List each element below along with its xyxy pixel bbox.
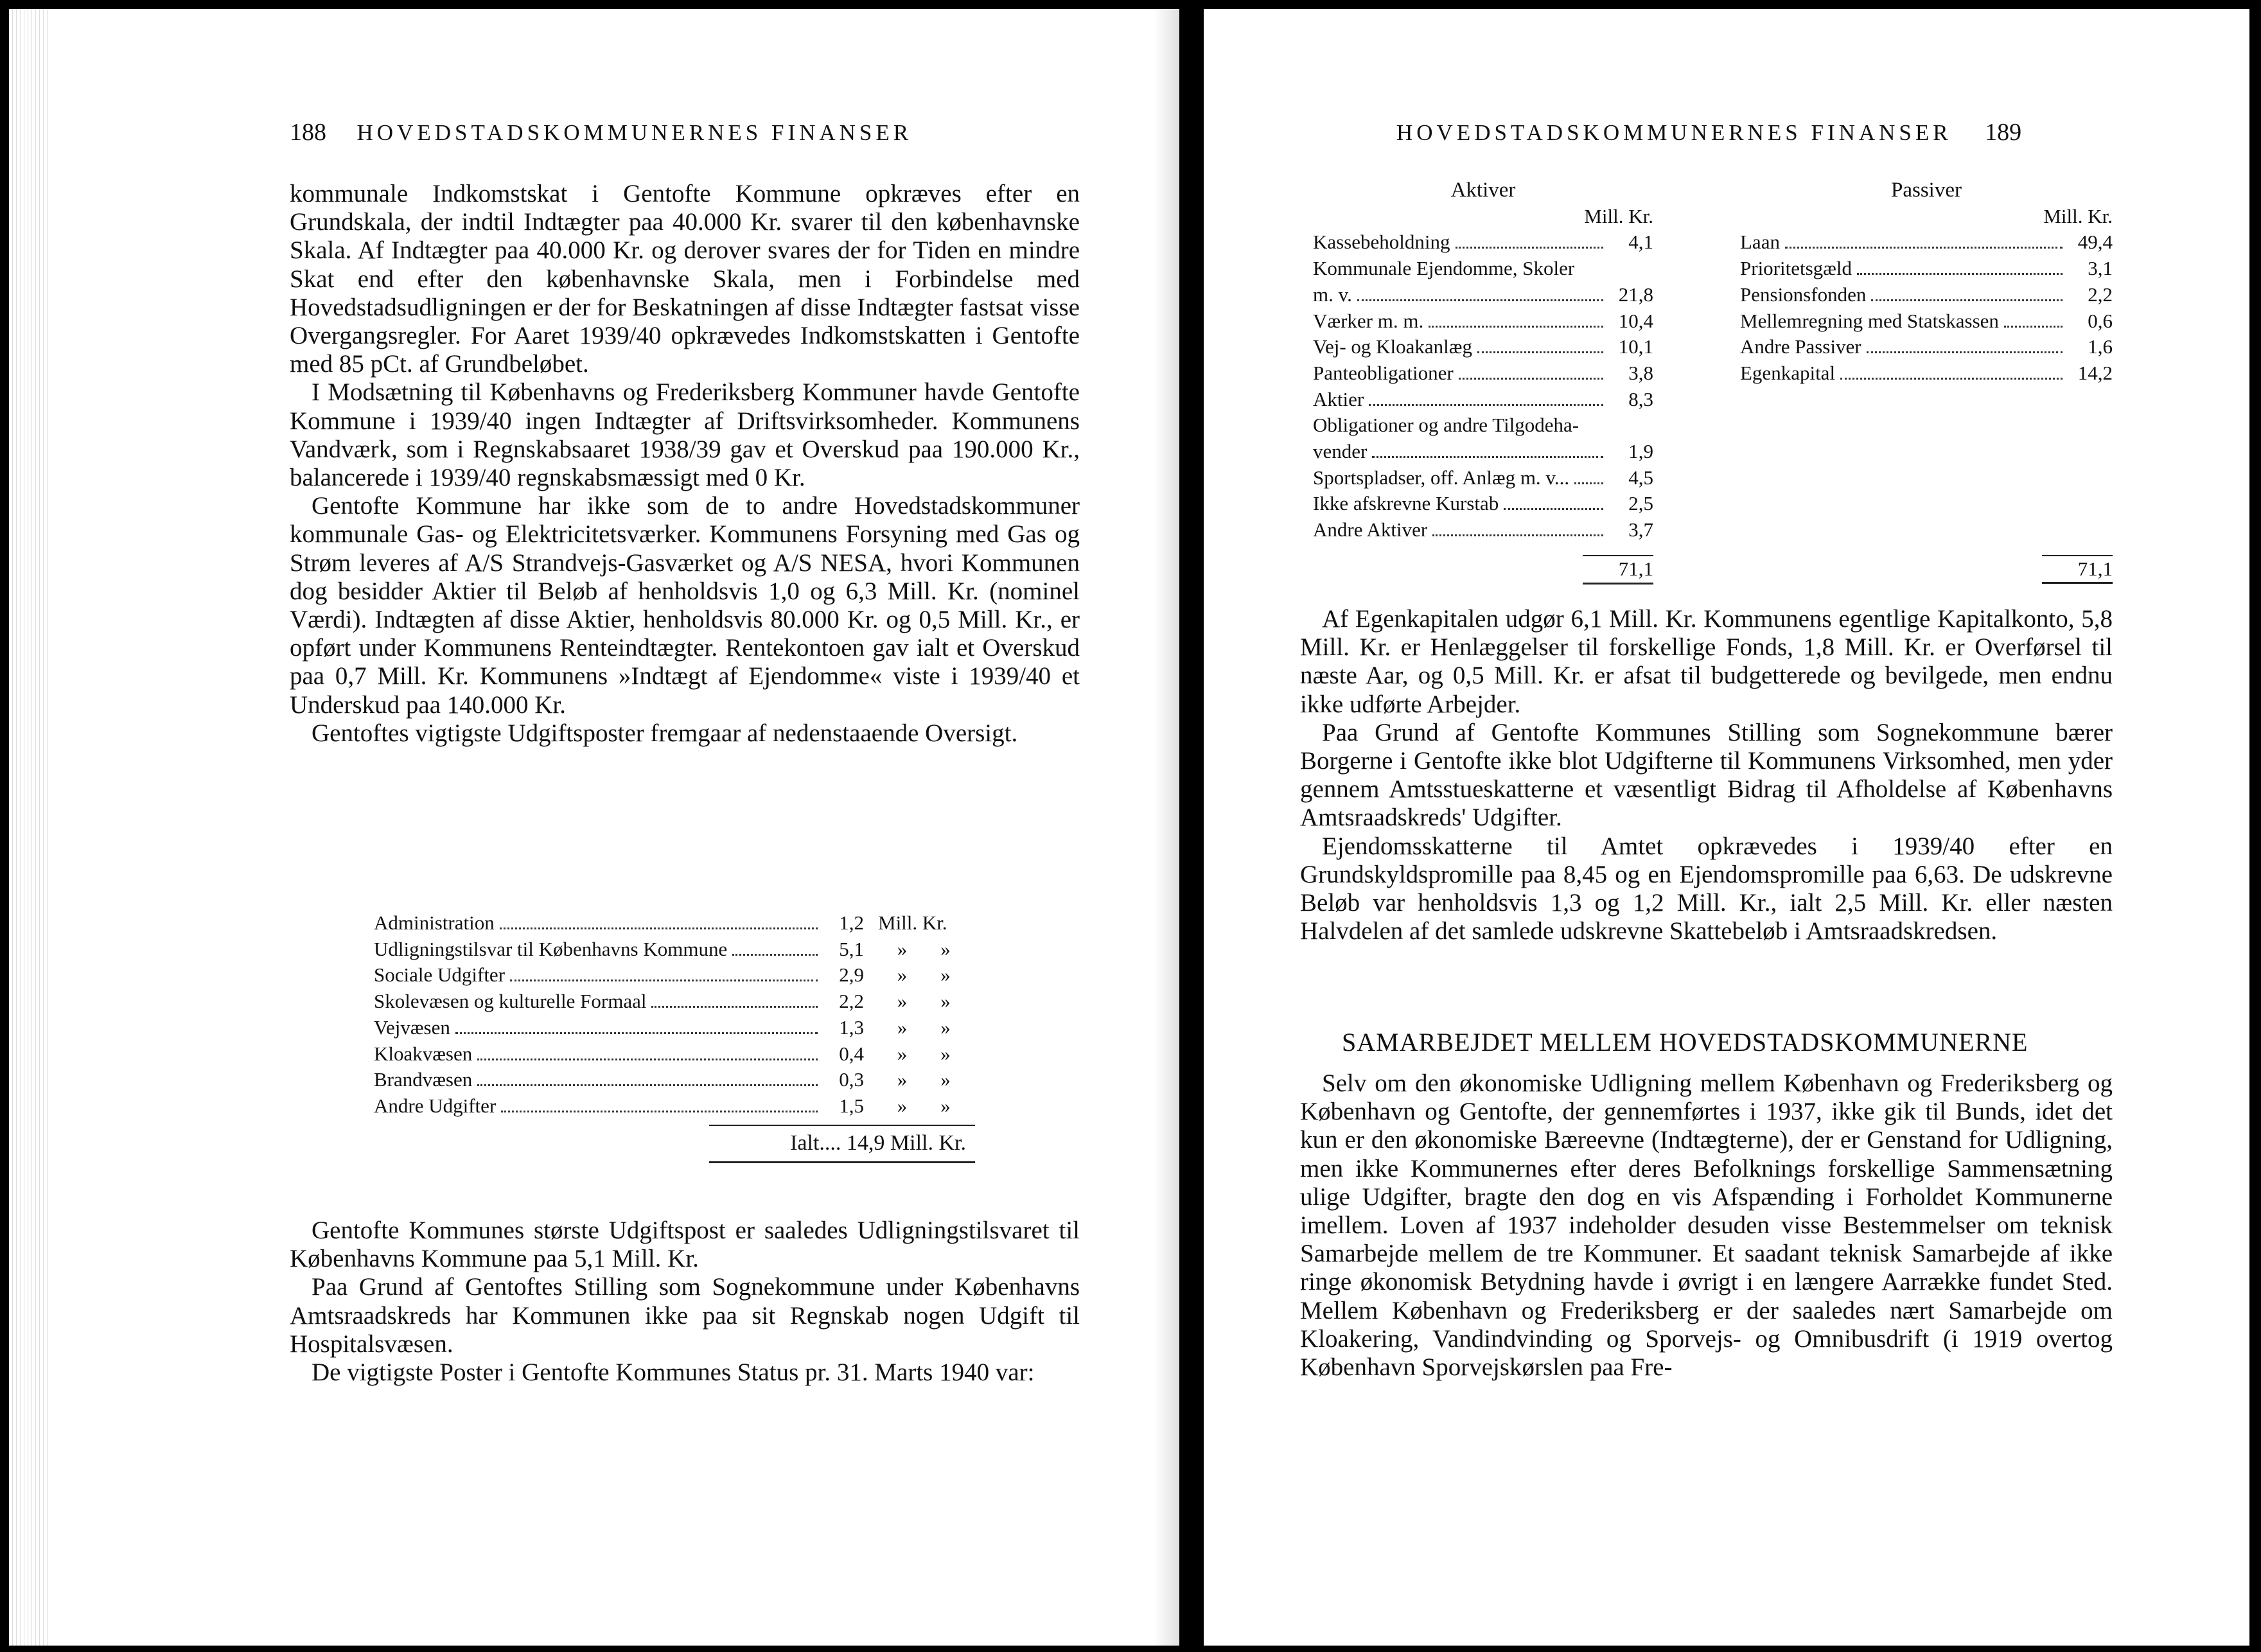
row-value: 2,2 <box>839 990 864 1013</box>
row-label: Administration <box>374 911 495 934</box>
dot-leader <box>1372 456 1603 458</box>
table-row <box>374 936 974 963</box>
dot-leader <box>1477 351 1603 353</box>
row-label: Kloakvæsen <box>374 1042 473 1065</box>
dot-leader <box>477 1059 818 1060</box>
row-label: Vej- og Kloakanlæg <box>1313 335 1472 358</box>
ditto-mark: » <box>897 937 908 960</box>
row-label: Brandvæsen <box>374 1068 473 1091</box>
left-page <box>9 9 1179 1646</box>
row-value: 10,1 <box>1618 335 1653 358</box>
table-row <box>374 1067 974 1093</box>
running-title: HOVEDSTADSKOMMUNERNES FINANSER <box>1396 120 1952 145</box>
ditto-mark: » <box>940 1068 951 1091</box>
total-rule <box>709 1125 975 1126</box>
assets-total-underline <box>1583 583 1653 584</box>
row-label: Ikke afskrevne Kurstab <box>1313 492 1499 515</box>
table-row <box>1313 308 1653 335</box>
row-value: 1,2 <box>839 911 864 934</box>
liabilities-total: 71,1 <box>2077 557 2113 580</box>
paragraph: Gentoftes vigtigste Udgiftsposter fremgaar af nedenstaaende Oversigt. <box>312 719 1018 747</box>
paragraph: Gentofte Kommune har ikke som de to andre Hovedstadskommuner kommunale Gas- og Elektricitetsværker. Kommunens Forsyning med Gas og Strøm leveres af A/S Strandvejs-Gasværket og A/S NESA, hvori Kommunen dog besidder Aktier til Beløb af henholdsvis 1,0 og 6,3 Mill. Kr. (nominel Værdi). Indtægten af disse Aktier, henholdsvis 80.000 Kr. og 0,5 Mill. Kr., er opført under Kommunens Renteindtægter. Rentekontoen gav ialt et Overskud paa 0,7 Mill. Kr. Kommunens »Indtægt af Ejendomme« viste i 1939/40 et Underskud paa 140.000 Kr. <box>290 492 1080 719</box>
row-label: Aktier <box>1313 387 1364 410</box>
ditto-mark: » <box>940 990 951 1013</box>
paragraph: Paa Grund af Gentofte Kommunes Stilling som Sognekommune bærer Borgerne i Gentofte ikke blot Udgifterne til Kommunens Virksomhed, men yder gennem Amtsstueskatterne et væsentligt Bidrag til Afholdelse af Københavns Amtsraadskreds' Udgifter. <box>1300 718 2113 832</box>
row-value: 3,1 <box>2088 257 2113 280</box>
row-value: 1,9 <box>1628 440 1653 463</box>
table-row <box>1740 308 2113 335</box>
dot-leader <box>1867 351 2063 353</box>
row-value: 1,6 <box>2088 335 2113 358</box>
liabilities-total-underline <box>2042 582 2113 584</box>
table-row <box>1313 412 1653 439</box>
expense-overview-table <box>374 910 974 1155</box>
table-row <box>374 962 974 989</box>
row-value: 2,5 <box>1628 492 1653 515</box>
row-label: Værker m. m. <box>1313 309 1424 332</box>
row-value: 8,3 <box>1628 387 1653 410</box>
table-row <box>1740 229 2113 256</box>
dot-leader <box>1459 378 1603 380</box>
row-unit <box>864 936 974 963</box>
row-unit <box>864 962 974 989</box>
row-value: 14,2 <box>2077 361 2113 384</box>
table-row <box>1740 256 2113 282</box>
dot-leader <box>651 1006 818 1008</box>
table-row <box>1740 334 2113 360</box>
gutter-shadow <box>1154 9 1179 1646</box>
table-row <box>374 989 974 1015</box>
row-value: 1,3 <box>839 1015 864 1039</box>
row-label: Kommunale Ejendomme, Skoler <box>1313 257 1575 280</box>
table-row <box>1313 491 1653 517</box>
row-unit <box>864 1093 974 1120</box>
ditto-mark: » <box>897 1042 908 1065</box>
row-label: Udligningstilsvar til Københavns Kommune <box>374 937 728 960</box>
total-underline <box>709 1161 975 1163</box>
row-value: 0,3 <box>839 1068 864 1091</box>
row-label: Kassebeholdning <box>1313 231 1450 254</box>
row-label: Skolevæsen og kulturelle Formaal <box>374 990 647 1013</box>
ditto-mark: » <box>897 963 908 987</box>
page-edge-stack <box>9 9 48 1646</box>
row-unit: Mill. Kr. <box>878 911 947 934</box>
row-value: 2,9 <box>839 963 864 987</box>
row-value: 0,6 <box>2088 309 2113 332</box>
row-label: Laan <box>1740 231 1780 254</box>
row-label: Andre Passiver <box>1740 335 1861 358</box>
table-row <box>1313 282 1653 308</box>
row-label: Panteobligationer <box>1313 361 1454 384</box>
assets-total: 71,1 <box>1618 557 1653 580</box>
dot-leader <box>1574 482 1603 484</box>
paragraph: I Modsætning til Københavns og Frederiksberg Kommuner havde Gentofte Kommune i 1939/40 ingen Indtægter af Driftsvirksomheder. Kommunens Vandværk, som i Regnskabsaaret 1938/39 gav et Overskud paa 190.000 Kr., balancerede i 1939/40 regnskabsmæssigt med 0 Kr. <box>290 378 1080 492</box>
dot-leader <box>1369 404 1603 406</box>
dot-leader <box>1456 247 1603 249</box>
right-page <box>1204 9 2249 1646</box>
running-title: HOVEDSTADSKOMMUNERNES FINANSER <box>356 120 913 145</box>
table-row <box>1313 465 1653 491</box>
table-row <box>374 910 974 936</box>
ditto-mark: » <box>897 1068 908 1091</box>
dot-leader <box>1857 273 2063 275</box>
row-value: 2,2 <box>2088 283 2113 306</box>
paragraph: Paa Grund af Gentoftes Stilling som Sognekommune under Københavns Amtsraadskreds har Kommunen ikke paa sit Regnskab nogen Udgift til Hospitalsvæsen. <box>290 1273 1080 1358</box>
ditto-mark: » <box>940 1042 951 1065</box>
liabilities-unit: Mill. Kr. <box>2043 204 2113 227</box>
row-label: Andre Aktiver <box>1313 518 1428 541</box>
dot-leader <box>1432 534 1603 536</box>
ditto-mark: » <box>897 990 908 1013</box>
assets-heading: Aktiver <box>1450 179 1516 202</box>
row-label: Pensionsfonden <box>1740 283 1867 306</box>
row-value: 10,4 <box>1618 309 1653 332</box>
row-value: 4,1 <box>1628 231 1653 254</box>
table-row <box>1313 334 1653 360</box>
dot-leader <box>1357 299 1603 301</box>
table-row <box>374 1093 974 1120</box>
row-unit <box>864 1067 974 1093</box>
paragraph: Ejendomsskatterne til Amtet opkrævedes i 1939/40 efter en Grundskyldspromille paa 8,45 og en Ejendomspromille paa 6,63. De udskrevne Beløb var henholdsvis 1,3 og 1,2 Mill. Kr., ialt 2,5 Mill. Kr. eller næsten Halvdelen af det samlede udskrevne Skattebeløb i Amtsraadskredsen. <box>1300 832 2113 945</box>
dot-leader <box>2004 326 2063 328</box>
row-value: 3,7 <box>1628 518 1653 541</box>
table-row <box>1740 360 2113 387</box>
paragraph: Gentofte Kommunes største Udgiftspost er saaledes Udligningstilsvaret til Københavns Kommune paa 5,1 Mill. Kr. <box>290 1217 1080 1273</box>
row-unit <box>864 989 974 1015</box>
ditto-mark: » <box>940 937 951 960</box>
row-label: vender <box>1313 440 1368 463</box>
body-text-top <box>1300 605 2113 945</box>
dot-leader <box>455 1032 818 1034</box>
row-value: 1,5 <box>839 1094 864 1117</box>
paragraph: Selv om den økonomiske Udligning mellem København og Frederiksberg og København og Gentofte, der gennemførtes i 1937, ikke gik til Bunds, idet det kun er den økonomiske Bæreevne (Indtægterne), der er Genstand for Udligning, men ikke Kommunernes efter deres Befolknings forskellige Sammensætning ulige Udgifter, bragte den dog en vis Afspænding i Forholdet Kommunerne imellem. Loven af 1937 indeholder desuden visse Bestemmelser om teknisk Samarbejde mellem de tre Kommuner. Et saadant teknisk Samarbejde af ikke ringe økonomisk Betydning havde i øvrigt i en længere Aarrække fundet Sted. Mellem København og Frederiksberg er der saaledes nært Samarbejde om Kloakering, Vandindvinding og Sporvejs- og Omnibusdrift (i 1919 overtog København Sporvejskørslen paa Fre- <box>1300 1069 2113 1382</box>
table-row <box>374 1015 974 1041</box>
row-value: 5,1 <box>839 937 864 960</box>
running-head-right <box>1396 118 2021 146</box>
body-text-bottom <box>290 1217 1080 1387</box>
row-label: Andre Udgifter <box>374 1094 497 1117</box>
row-label: Egenkapital <box>1740 361 1836 384</box>
row-label: Prioritetsgæld <box>1740 257 1852 280</box>
paragraph: Af Egenkapitalen udgør 6,1 Mill. Kr. Kommunens egentlige Kapitalkonto, 5,8 Mill. Kr. er Henlæggelser til forskellige Fonds, 1,8 Mill. Kr. er Overførsel til næste Aar, og 0,5 Mill. Kr. er afsat til budgetterede og bevilgede, men endnu ikke udførte Arbejder. <box>1300 605 2113 718</box>
dot-leader <box>1504 508 1603 510</box>
ditto-mark: » <box>897 1094 908 1117</box>
table-row <box>1313 256 1653 282</box>
row-label: Sportspladser, off. Anlæg m. v... <box>1313 466 1570 489</box>
ditto-mark: » <box>940 963 951 987</box>
dot-leader <box>1429 326 1603 328</box>
table-row <box>374 1041 974 1068</box>
assets-unit: Mill. Kr. <box>1584 204 1653 227</box>
table-row <box>1313 517 1653 543</box>
row-label: m. v. <box>1313 283 1352 306</box>
ditto-mark: » <box>940 1094 951 1117</box>
paragraph: De vigtigste Poster i Gentofte Kommunes Status pr. 31. Marts 1940 var: <box>312 1358 1035 1387</box>
liabilities-heading: Passiver <box>1891 179 1962 202</box>
running-head-left <box>290 118 912 146</box>
row-value: 49,4 <box>2077 231 2113 254</box>
row-value: 21,8 <box>1618 283 1653 306</box>
dot-leader <box>1871 299 2063 301</box>
page-number: 189 <box>1985 119 2022 146</box>
body-text-top <box>290 180 1080 748</box>
ditto-mark: » <box>897 1015 908 1039</box>
dot-leader <box>501 1111 818 1112</box>
table-row <box>1740 282 2113 308</box>
dot-leader <box>477 1084 818 1086</box>
row-unit <box>864 1015 974 1041</box>
dot-leader <box>1785 247 2063 249</box>
row-label: Vejvæsen <box>374 1015 450 1039</box>
section-heading: SAMARBEJDET MELLEM HOVEDSTADSKOMMUNERNE <box>1342 1028 2028 1057</box>
dot-leader <box>1840 378 2063 380</box>
dot-leader <box>500 927 818 929</box>
liabilities-column <box>1740 177 2113 584</box>
row-label: Obligationer og andre Tilgodeha- <box>1313 414 1579 437</box>
row-value: 0,4 <box>839 1042 864 1065</box>
table-row <box>1313 439 1653 465</box>
table-row <box>1313 229 1653 256</box>
overview-total: Ialt.... 14,9 Mill. Kr. <box>790 1131 966 1155</box>
paragraph: kommunale Indkomstskat i Gentofte Kommune opkræves efter en Grundskala, der indtil Indtægter paa 40.000 Kr. svarer til den københavnske Skala. Af Indtægter paa 40.000 Kr. og derover svares der for Tiden en mindre Skat end efter den københavnske Skala, men i Forbindelse med Hovedstadsudligningen er der for Beskatningen af disse Indtægter fastsat visse Overgangsregler. For Aaret 1939/40 opkrævedes Indkomstskatten i Gentofte med 85 pCt. af Grundbeløbet. <box>290 180 1080 378</box>
row-label: Sociale Udgifter <box>374 963 506 987</box>
table-row <box>1313 387 1653 413</box>
ditto-mark: » <box>940 1015 951 1039</box>
dot-leader <box>510 980 818 981</box>
row-value: 3,8 <box>1628 361 1653 384</box>
row-label: Mellemregning med Statskassen <box>1740 309 1999 332</box>
assets-column <box>1313 177 1653 584</box>
page-number: 188 <box>290 119 326 146</box>
dot-leader <box>732 954 818 956</box>
table-row <box>1313 360 1653 387</box>
row-value: 4,5 <box>1628 466 1653 489</box>
body-text-bottom <box>1300 1069 2113 1382</box>
row-unit <box>864 1041 974 1068</box>
